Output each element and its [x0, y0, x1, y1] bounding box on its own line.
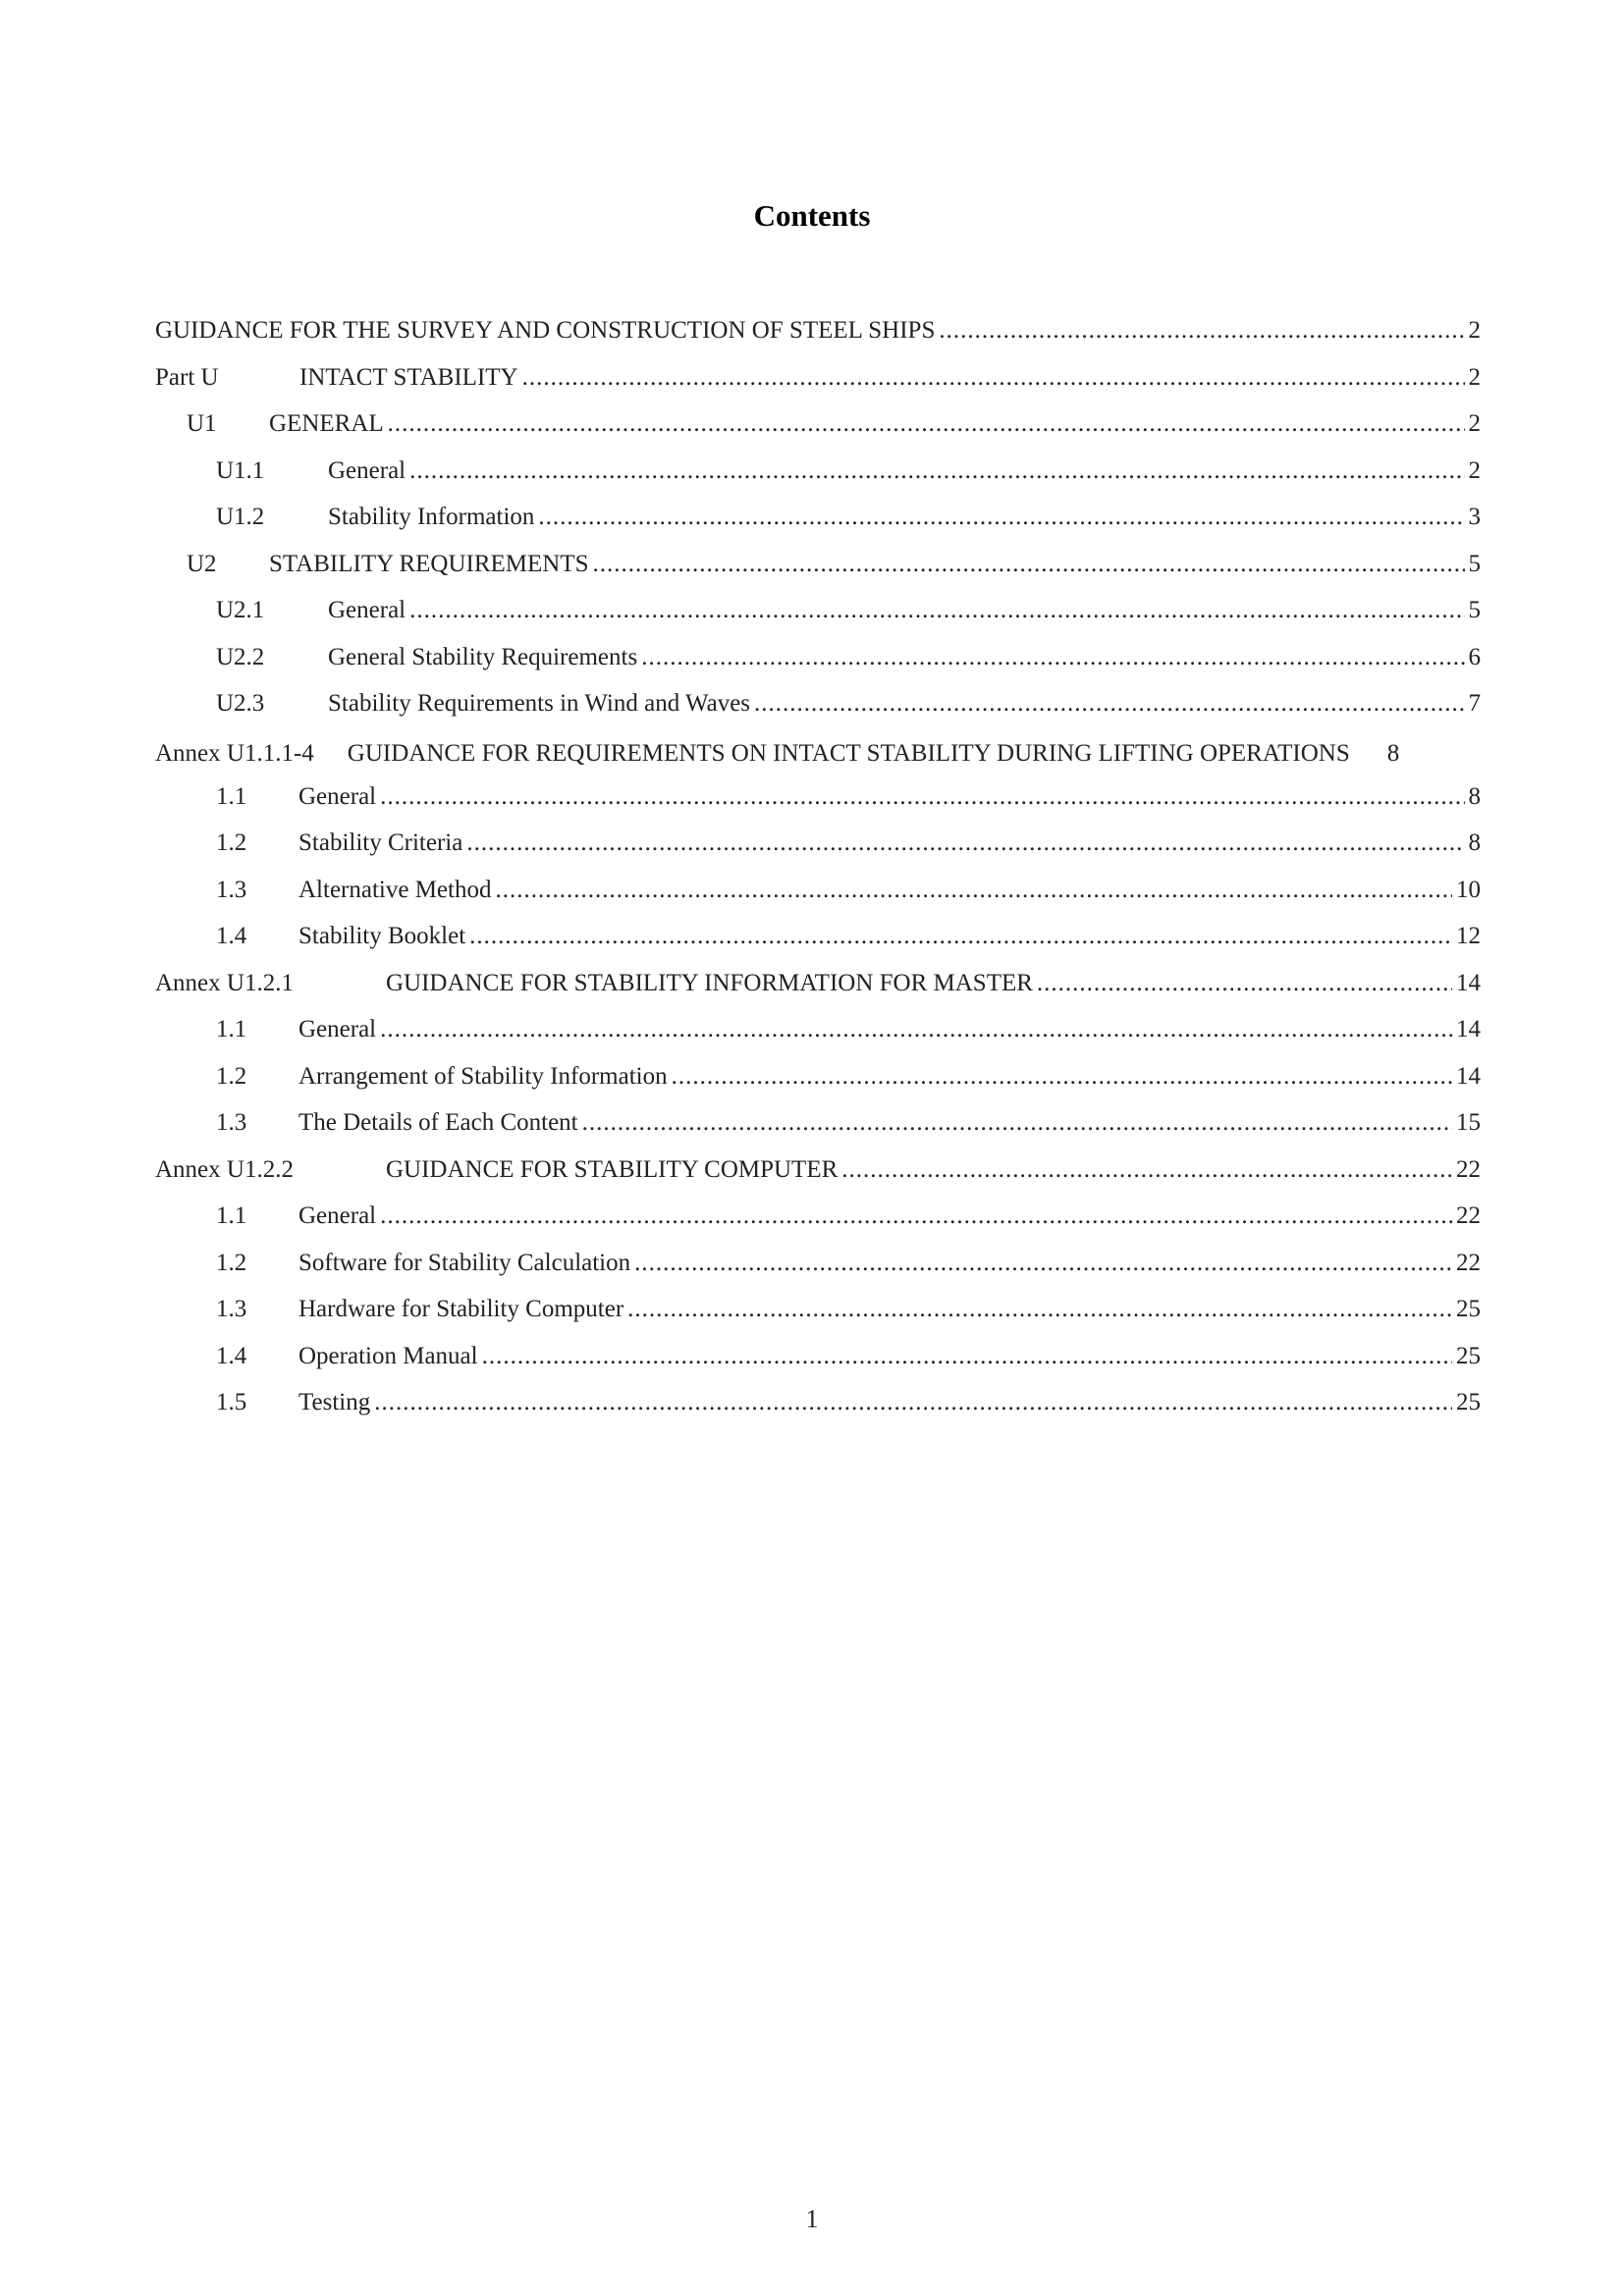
- toc-entry[interactable]: [155, 457, 1481, 505]
- toc-entry[interactable]: [155, 364, 1481, 411]
- toc-entry[interactable]: [155, 597, 1481, 644]
- toc-entry-page: 25: [1456, 1342, 1481, 1369]
- toc-entry-page: 3: [1468, 504, 1481, 530]
- toc-entry-number: Part U: [155, 363, 219, 391]
- toc-entry[interactable]: [155, 1202, 1481, 1250]
- toc-entry-page: 12: [1456, 923, 1481, 949]
- toc-entry-page: 8: [1468, 829, 1481, 856]
- toc-entry-title: General: [298, 1016, 377, 1042]
- toc-entry-number: 1.4: [216, 923, 247, 949]
- toc-entry-title: General: [298, 1202, 377, 1229]
- page-title: Contents: [753, 198, 871, 233]
- toc-entry[interactable]: [155, 877, 1481, 924]
- toc-entry-page: 14: [1456, 969, 1481, 996]
- toc-leader-dots: [634, 1250, 1452, 1277]
- toc-entry-page: 2: [1468, 410, 1481, 437]
- toc-entry-number: 1.2: [216, 1249, 247, 1276]
- toc-entry-number: 1.5: [216, 1389, 247, 1415]
- toc-leader-dots: [409, 457, 1464, 485]
- toc-leader-dots: [593, 551, 1465, 578]
- toc-entry-page: 10: [1456, 876, 1481, 903]
- toc-entry-title: General: [328, 456, 406, 484]
- toc-leader-dots: [374, 1389, 1452, 1416]
- toc-entry-title: Software for Stability Calculation: [298, 1249, 631, 1276]
- toc-entry-title: GUIDANCE FOR THE SURVEY AND CONSTRUCTION OF STEEL SHIPS: [155, 317, 936, 344]
- toc-entry-number: U2.2: [216, 643, 265, 670]
- toc-entry-title: Stability Booklet: [298, 923, 466, 949]
- toc-leader-dots: [388, 410, 1465, 438]
- toc-entry-page: 5: [1468, 597, 1481, 623]
- toc-entry-number: 1.2: [216, 829, 247, 856]
- toc-leader-dots: [495, 877, 1452, 904]
- toc-entry-page: 25: [1456, 1389, 1481, 1415]
- toc-entry-number: 1.3: [216, 876, 247, 903]
- toc-entry-page: 7: [1468, 690, 1481, 717]
- toc-entry-number: Annex U1.2.1: [155, 969, 294, 996]
- toc-entry-title: Testing: [298, 1389, 371, 1415]
- toc-entry[interactable]: [155, 1343, 1481, 1390]
- toc-entry-number: 1.2: [216, 1062, 247, 1090]
- toc-entry[interactable]: [155, 317, 1481, 364]
- toc-entry[interactable]: [155, 970, 1481, 1017]
- toc-entry-page: 6: [1468, 643, 1481, 670]
- toc-leader-dots: [672, 1063, 1452, 1091]
- toc-entry[interactable]: [155, 1296, 1481, 1343]
- toc-entry-title: Hardware for Stability Computer: [298, 1296, 624, 1322]
- toc-entry-page: 22: [1456, 1155, 1481, 1183]
- toc-entry[interactable]: [155, 551, 1481, 598]
- toc-entry-page: 14: [1456, 1062, 1481, 1090]
- toc-entry[interactable]: [155, 690, 1481, 737]
- toc-entry-number: U2.1: [216, 597, 265, 623]
- toc-leader-dots: [1037, 970, 1452, 997]
- toc-entry-title: General: [298, 782, 377, 810]
- toc-entry-page: 15: [1456, 1109, 1481, 1136]
- toc-entry-number: 1.1: [216, 782, 247, 810]
- toc-leader-dots: [466, 829, 1464, 857]
- toc-leader-dots: [522, 364, 1465, 392]
- toc-entry[interactable]: [155, 504, 1481, 551]
- table-of-contents: [155, 317, 1481, 1436]
- toc-leader-dots: [482, 1343, 1452, 1370]
- toc-leader-dots: [380, 1202, 1452, 1230]
- toc-entry[interactable]: [155, 923, 1481, 970]
- toc-entry-page: 14: [1456, 1016, 1481, 1042]
- toc-entry-number: U2: [187, 550, 217, 577]
- toc-entry-title: General: [328, 597, 406, 623]
- toc-leader-dots: [841, 1156, 1452, 1184]
- toc-entry-number: 1.4: [216, 1342, 247, 1369]
- toc-entry-title: Stability Requirements in Wind and Waves: [328, 690, 751, 717]
- toc-entry-title: Stability Criteria: [298, 829, 463, 856]
- toc-entry-page: 8: [1468, 782, 1481, 810]
- toc-entry-number: 1.3: [216, 1109, 247, 1136]
- toc-entry-page: 25: [1456, 1296, 1481, 1322]
- toc-leader-dots: [409, 597, 1464, 624]
- toc-entry-page: 2: [1468, 317, 1481, 344]
- toc-entry-number: 1.3: [216, 1296, 247, 1322]
- toc-entry-page: 22: [1456, 1202, 1481, 1229]
- toc-leader-dots: [538, 504, 1464, 531]
- toc-entry-title: General Stability Requirements: [328, 643, 638, 670]
- toc-entry-number: U1.1: [216, 456, 265, 484]
- toc-leader-dots: [939, 317, 1464, 345]
- toc-entry[interactable]: [155, 644, 1481, 691]
- toc-entry-page: 22: [1456, 1249, 1481, 1276]
- toc-entry-title: STABILITY REQUIREMENTS: [269, 550, 589, 577]
- toc-entry-page: 5: [1468, 550, 1481, 577]
- toc-leader-dots: [754, 690, 1464, 718]
- toc-entry-number: 1.1: [216, 1016, 247, 1042]
- toc-leader-dots: [380, 1016, 1452, 1043]
- toc-entry-number: U2.3: [216, 690, 265, 717]
- toc-leader-dots: [582, 1109, 1452, 1137]
- toc-entry-title: The Details of Each Content: [298, 1109, 578, 1136]
- page-number: 1: [805, 2205, 819, 2233]
- toc-entry-title: Arrangement of Stability Information: [298, 1062, 668, 1090]
- toc-entry-title: GUIDANCE FOR REQUIREMENTS ON INTACT STABILITY DURING LIFTING OPERATIONS: [347, 739, 1350, 767]
- toc-entry-number: 1.1: [216, 1202, 247, 1229]
- toc-entry[interactable]: [155, 1109, 1481, 1156]
- toc-entry[interactable]: [155, 829, 1481, 877]
- toc-entry-number: Annex U1.2.2: [155, 1155, 294, 1183]
- toc-entry[interactable]: [155, 1250, 1481, 1297]
- toc-entry[interactable]: [155, 1156, 1481, 1203]
- toc-entry[interactable]: [155, 1389, 1481, 1436]
- toc-entry[interactable]: [155, 1063, 1481, 1110]
- toc-entry-number: U1: [187, 410, 217, 437]
- toc-entry-title: GUIDANCE FOR STABILITY COMPUTER: [386, 1155, 839, 1183]
- toc-entry[interactable]: [155, 737, 1481, 783]
- toc-entry-page: 2: [1468, 363, 1481, 391]
- toc-entry-title: Stability Information: [328, 504, 535, 530]
- toc-leader-dots: [641, 644, 1464, 671]
- toc-entry-page: 8: [1386, 739, 1400, 767]
- toc-entry[interactable]: [155, 410, 1481, 457]
- toc-entry-page: 2: [1468, 456, 1481, 484]
- toc-leader-dots: [627, 1296, 1452, 1323]
- toc-entry-title: INTACT STABILITY: [299, 363, 518, 391]
- toc-leader-dots: [469, 923, 1452, 950]
- toc-leader-dots: [380, 783, 1464, 811]
- toc-entry[interactable]: [155, 783, 1481, 830]
- toc-entry-number: Annex U1.1.1-4: [155, 739, 314, 767]
- toc-entry-title: GENERAL: [269, 410, 384, 437]
- toc-entry-title: Alternative Method: [298, 876, 492, 903]
- toc-entry-number: U1.2: [216, 504, 265, 530]
- toc-entry-title: GUIDANCE FOR STABILITY INFORMATION FOR MASTER: [386, 969, 1033, 996]
- toc-entry-title: Operation Manual: [298, 1342, 478, 1369]
- toc-entry[interactable]: [155, 1016, 1481, 1063]
